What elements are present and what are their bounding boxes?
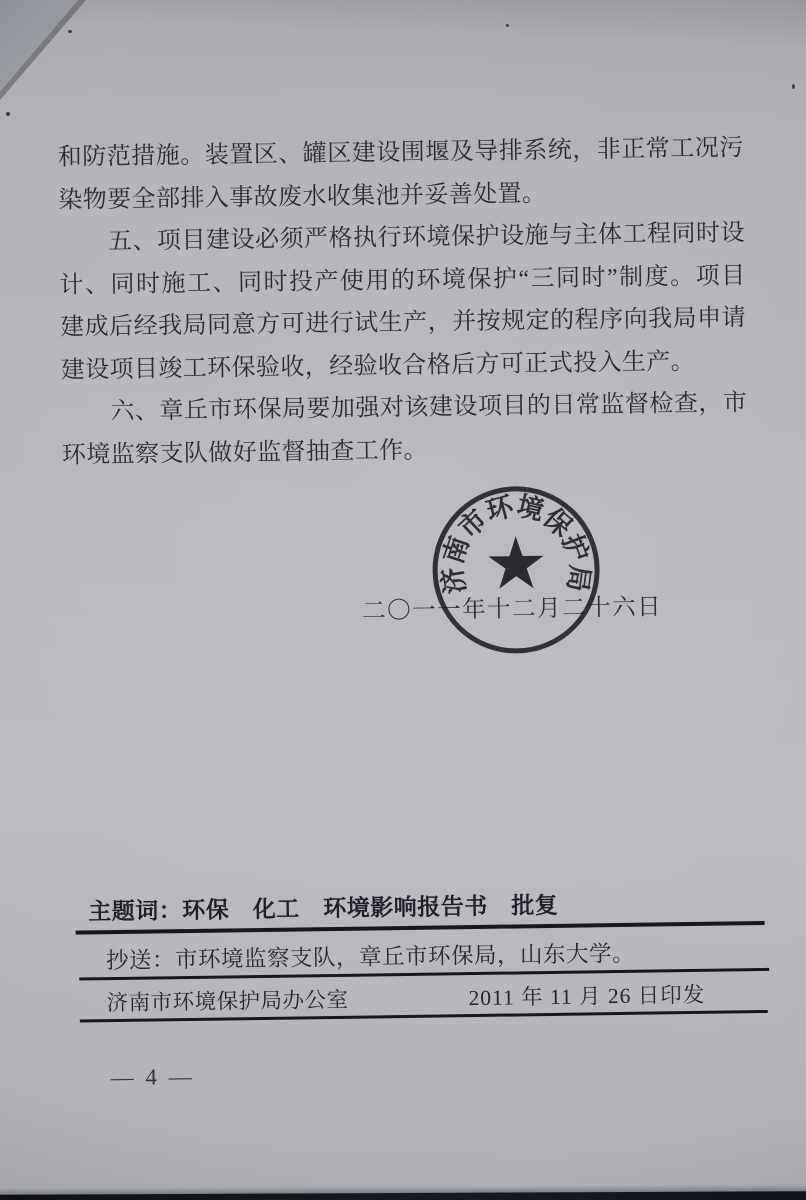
page-number: — 4 — bbox=[110, 1063, 195, 1091]
body-text-line: 环境监察支队做好监督抽查工作。 bbox=[61, 437, 429, 469]
body-text-line: 五、项目建设必须严格执行环境保护设施与主体工程同时设 bbox=[107, 220, 746, 256]
body-text-line: 六、章丘市环保局要加强对该建设项目的日常监督检查，市 bbox=[110, 390, 748, 426]
body-text-line: 建成后经我局同意方可进行试生产，并按规定的程序向我局申请 bbox=[59, 305, 747, 341]
body-text-line: 染物要全部排入事故废水收集池并妥善处置。 bbox=[58, 180, 547, 214]
seal-star-icon: ★ bbox=[483, 520, 549, 606]
print-date: 2011 年 11 月 26 日印发 bbox=[468, 982, 706, 1011]
issue-date: 二〇一一年十二月二十六日 bbox=[361, 594, 663, 625]
document-body-text bbox=[57, 127, 748, 477]
seal-text: 济南市环境保护局 bbox=[436, 490, 596, 597]
body-text-line: 计、同时施工、同时投产使用的环境保护“三同时”制度。项目 bbox=[59, 262, 746, 299]
body-text-line: 和防范措施。装置区、罐区建设围堰及导排系统，非正常工况污 bbox=[57, 135, 744, 171]
body-text-line: 建设项目竣工环保验收，经验收合格后方可正式投入生产。 bbox=[60, 348, 696, 384]
cc-row: 抄送：市环境监察支队，章丘市环保局，山东大学。 bbox=[105, 940, 636, 974]
official-seal bbox=[431, 485, 600, 654]
issuing-office: 济南市环境保护局办公室 bbox=[106, 987, 349, 1016]
issuer-row bbox=[106, 977, 752, 1016]
subject-keywords-row: 主题词：环保 化工 环境影响报告书 批复 bbox=[88, 891, 559, 925]
